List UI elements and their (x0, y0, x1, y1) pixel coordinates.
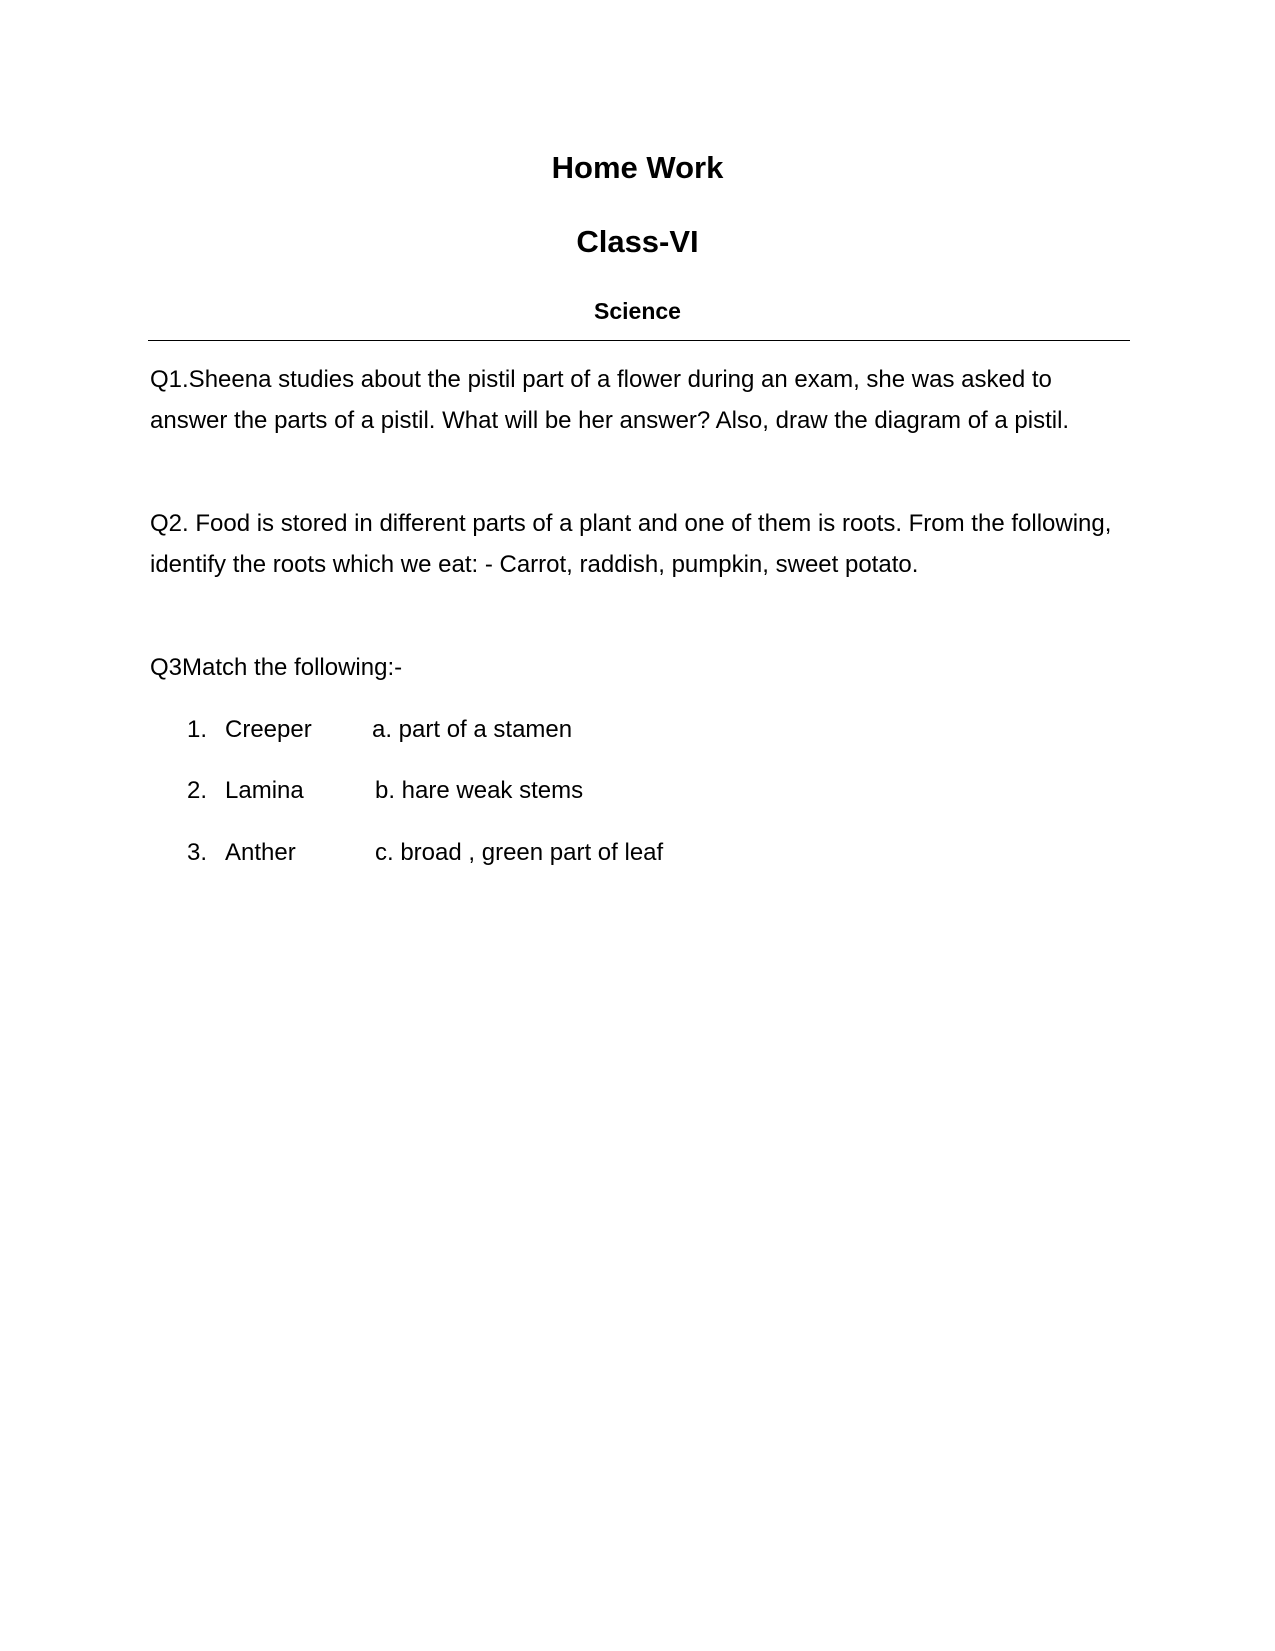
question-3: Q3Match the following:- (150, 654, 403, 681)
header-divider (148, 340, 1130, 341)
match-number: 1. (187, 716, 208, 743)
match-row (0, 833, 1275, 873)
match-number: 2. (187, 777, 208, 804)
match-row (0, 771, 1275, 811)
match-definition: b. hare weak stems (375, 777, 584, 804)
match-row (0, 710, 1275, 750)
match-term: Anther (225, 839, 296, 866)
page-title: Home Work (551, 150, 724, 185)
subject-heading: Science (594, 298, 681, 324)
match-term: Creeper (225, 716, 312, 743)
question-2: Q2. Food is stored in different parts of a plant and one of them is roots. From the following, identify the roots which we eat: - Carrot, raddish, pumpkin, sweet potato. (150, 510, 1112, 578)
match-term: Lamina (225, 777, 304, 804)
match-definition: a. part of a stamen (372, 716, 573, 743)
question-1: Q1.Sheena studies about the pistil part of a flower during an exam, she was asked to answer the parts of a pistil. What will be her answer? Also, draw the diagram of a pistil. (150, 366, 1070, 434)
class-heading: Class-VI (576, 224, 699, 259)
match-number: 3. (187, 839, 208, 866)
match-definition: c. broad , green part of leaf (375, 839, 664, 866)
